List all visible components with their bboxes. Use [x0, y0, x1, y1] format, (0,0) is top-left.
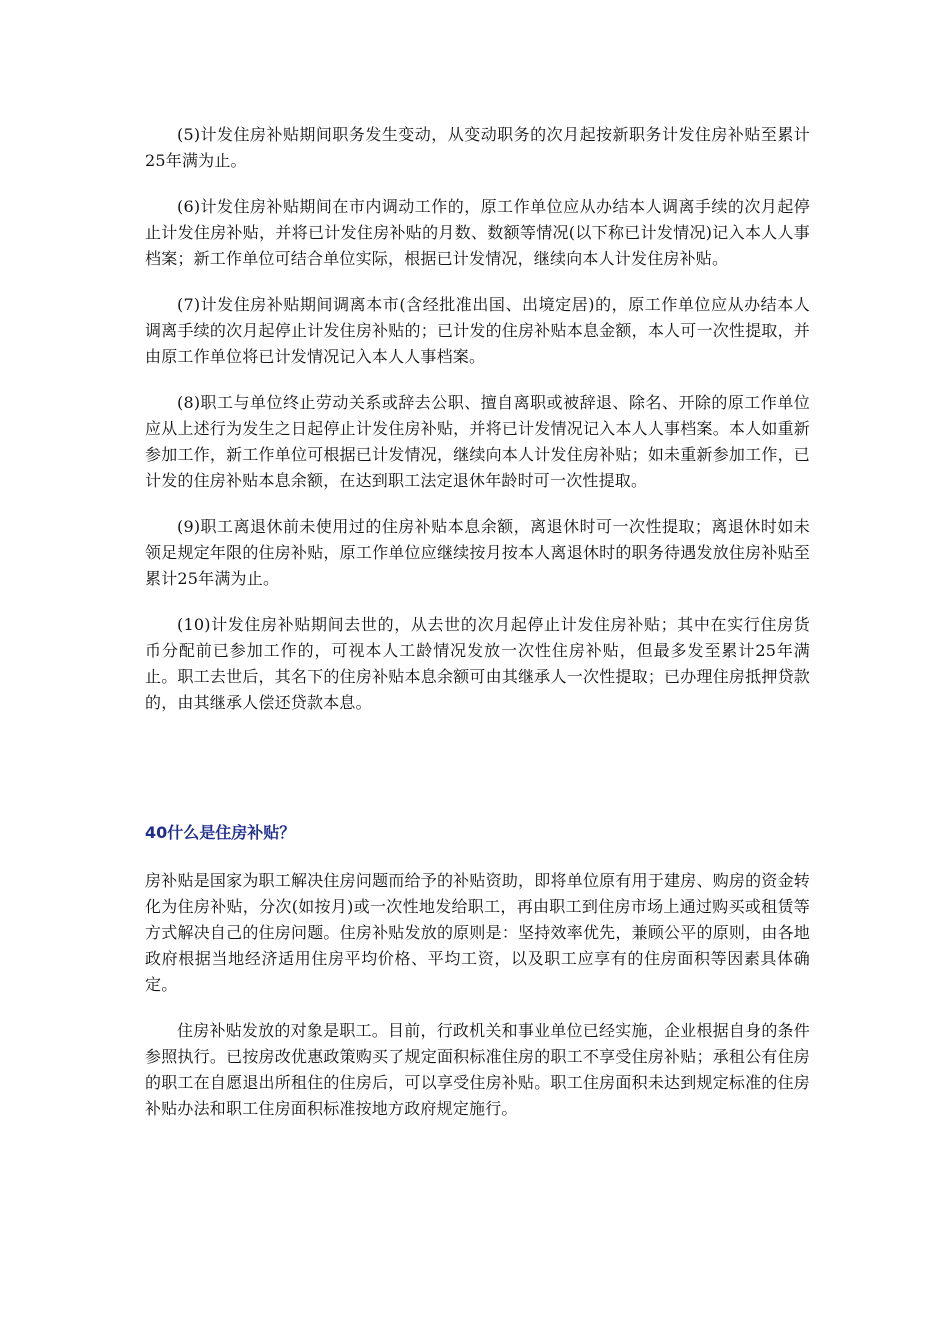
- paragraph-item-9: (9)职工离退休前未使用过的住房补贴本息余额，离退休时可一次性提取；离退休时如未领足规定年限的住房补贴，原工作单位应继续按月按本人离退休时的职务待遇发放住房补贴至累计25年满为止。: [145, 517, 810, 588]
- section-heading: 40什么是住房补贴？: [145, 823, 296, 842]
- paragraph-item-5: (5)计发住房补贴期间职务发生变动，从变动职务的次月起按新职务计发住房补贴至累计25年满为止。: [145, 125, 810, 170]
- section-spacer: [145, 736, 810, 820]
- section-body-paragraph: 住房补贴发放的对象是职工。目前，行政机关和事业单位已经实施，企业根据自身的条件参照执行。已按房改优惠政策购买了规定面积标准住房的职工不享受住房补贴；承租公有住房的职工在自愿退出所租住的住房后，可以享受住房补贴。职工住房面积未达到规定标准的住房补贴办法和职工住房面积标准按地方政府规定施行。: [145, 1021, 810, 1118]
- paragraph-item-7: (7)计发住房补贴期间调离本市(含经批准出国、出境定居)的，原工作单位应从办结本人调离手续的次月起停止计发住房补贴的；已计发的住房补贴本息金额，本人可一次性提取，并由原工作单位将已计发情况记入本人人事档案。: [145, 295, 810, 366]
- paragraph-item-6: (6)计发住房补贴期间在市内调动工作的，原工作单位应从办结本人调离手续的次月起停止计发住房补贴，并将已计发住房补贴的月数、数额等情况(以下称已计发情况)记入本人人事档案；新工作单位可结合单位实际，根据已计发情况，继续向本人计发住房补贴。: [145, 197, 810, 268]
- section-intro-paragraph: 房补贴是国家为职工解决住房问题而给予的补贴资助，即将单位原有用于建房、购房的资金转化为住房补贴，分次(如按月)或一次性地发给职工，再由职工到住房市场上通过购买或租赁等方式解决自己的住房问题。住房补贴发放的原则是：坚持效率优先，兼顾公平的原则，由各地政府根据当地经济适用住房平均价格、平均工资，以及职工应享有的住房面积等因素具体确定。: [145, 871, 810, 994]
- paragraph-item-8: (8)职工与单位终止劳动关系或辞去公职、擅自离职或被辞退、除名、开除的原工作单位应从上述行为发生之日起停止计发住房补贴，并将已计发情况记入本人人事档案。本人如重新参加工作，新工作单位可根据已计发情况，继续向本人计发住房补贴；如未重新参加工作，已计发的住房补贴本息余额，在达到职工法定退休年龄时可一次性提取。: [145, 393, 810, 490]
- document-body: [145, 122, 810, 1142]
- paragraph-item-10: (10)计发住房补贴期间去世的，从去世的次月起停止计发住房补贴；其中在实行住房货币分配前已参加工作的，可视本人工龄情况发放一次性住房补贴，但最多发至累计25年满止。职工去世后，其名下的住房补贴本息余额可由其继承人一次性提取；已办理住房抵押贷款的，由其继承人偿还贷款本息。: [145, 615, 810, 712]
